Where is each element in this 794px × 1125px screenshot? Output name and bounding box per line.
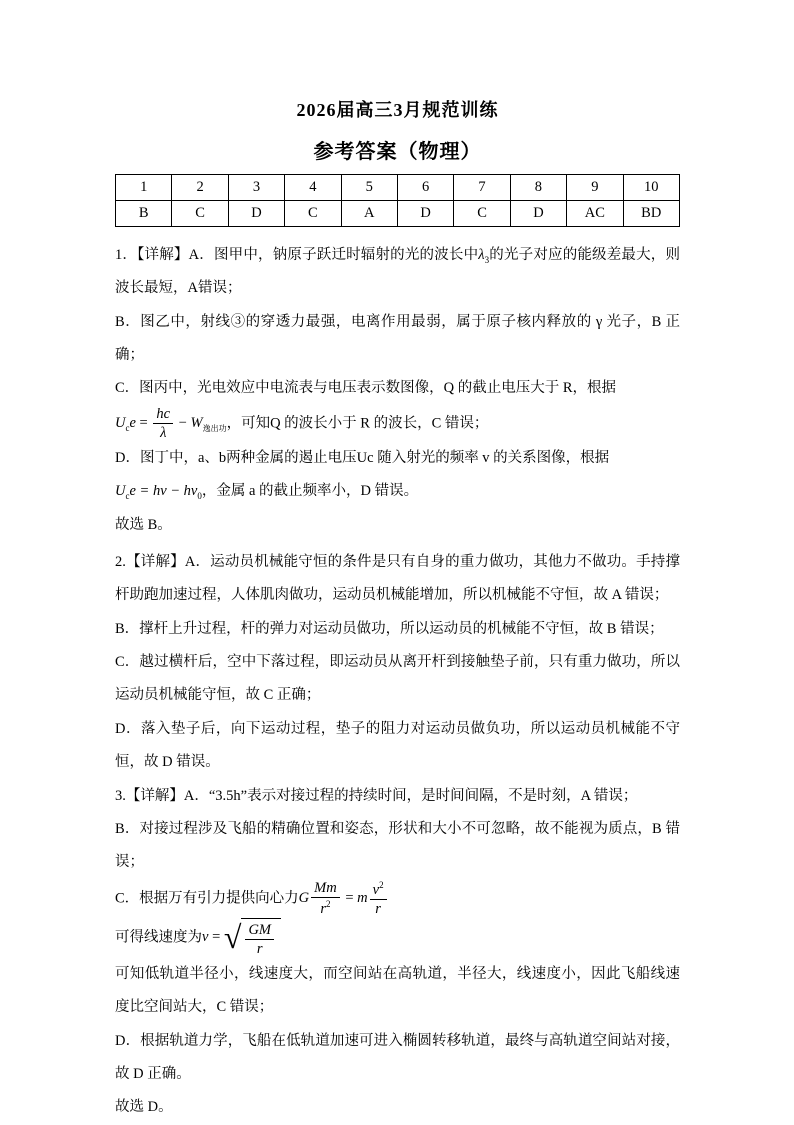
question-number-cell: 9 [567, 175, 623, 201]
answer-cell: C [285, 201, 341, 227]
work-function-subscript: 逸出功 [202, 424, 227, 434]
page-subtitle: 参考答案（物理） [313, 141, 482, 163]
q3-option-d: D．根据轨道力学，飞船在低轨道加速可进入椭圆转移轨道，最终与高轨道空间站对接，故 D 正确。 [115, 1032, 680, 1083]
radical-sign: √ [223, 919, 242, 956]
q2-option-c: C．越过横杆后，空中下落过程，即运动员从离开杆到接触垫子前，只有重力做功，所以运动员机械能守恒，故 C 正确； [115, 654, 680, 704]
q3-option-c-conclusion: 可知低轨道半径小，线速度大，而空间站在高轨道，半径大，线速度小，因此飞船线速度比空间站大，C 错误； [115, 966, 680, 1016]
q1-formula-line-2 [115, 475, 680, 508]
formula-var-G: G [298, 889, 310, 906]
question-number-cell: 8 [510, 175, 566, 201]
minus-sign: − [178, 415, 187, 432]
gravitation-equation [298, 879, 389, 918]
formula-var-e: e [129, 415, 136, 432]
photoelectric-equation [115, 405, 227, 442]
q1-a-text-pre: 1．【详解】A．图甲中，钠原子跃迁时辐射的光的波长中 [115, 247, 479, 263]
question-number-row [116, 175, 680, 201]
answer-cell: BD [623, 201, 679, 227]
formula-var-r: r [320, 901, 327, 918]
q1-c-text-post: ，可知Q 的波长小于 R 的波长，C 错误； [226, 415, 489, 432]
square-root [224, 918, 281, 958]
fraction-denominator [311, 898, 340, 918]
question-number-cell: 1 [116, 175, 172, 201]
q2-option-a: 2.【详解】A．运动员机械能守恒的条件是只有自身的重力做功，其他力不做功。手持撑杆助跑加速过程，人体肌肉做功，运动员机械能增加，所以机械能不守恒，故 A 错误； [115, 554, 680, 604]
exponent-2: 2 [379, 879, 384, 890]
question-number-cell: 6 [397, 175, 453, 201]
formula-var-U: U [115, 483, 126, 500]
q3-c-intro: C．根据万有引力提供向心力 [115, 889, 299, 906]
formula-sub-c: c [125, 423, 130, 434]
answer-row [116, 201, 680, 227]
fraction-GM-over-r [245, 922, 274, 958]
formula-var-m: m [357, 889, 368, 906]
q1-option-d-intro: D．图丁中，a、b两种金属的遏止电压Uc 随入射光的频率 v 的关系图像，根据 [115, 450, 610, 467]
fraction-denominator: λ [160, 425, 167, 442]
answer-cell: C [172, 201, 228, 227]
q1-option-b: B．图乙中，射线③的穿透力最强，电离作用最弱，属于原子核内释放的 γ 光子，B 正确； [115, 313, 680, 364]
equals-sign: = [345, 889, 354, 906]
formula-mid: e = hv − hv [129, 483, 198, 500]
q3-velocity-formula [115, 918, 680, 958]
q1-d-text-post: ，金属 a 的截止频率小，D 错误。 [201, 483, 419, 500]
linear-velocity-equation [202, 919, 281, 958]
formula-var-U: U [115, 415, 126, 432]
fraction-numerator: Mm [311, 880, 340, 899]
question-number-cell: 2 [172, 175, 228, 201]
q1-option-c-intro: C．图丙中，光电效应中电流表与电压表示数图像，Q 的截止电压大于 R，根据 [115, 380, 617, 397]
answer-cell: D [510, 201, 566, 227]
fraction-numerator [370, 880, 387, 901]
q1-option-a [115, 239, 680, 306]
formula-var-W: W [190, 415, 203, 432]
question-number-cell: 4 [285, 175, 341, 201]
q3-v-intro: 可得线速度为 [115, 929, 202, 946]
answer-cell: AC [567, 201, 623, 227]
answer-cell: A [341, 201, 397, 227]
fraction-hc-over-lambda [153, 406, 173, 442]
answer-cell: D [397, 201, 453, 227]
formula-var-v: v [372, 881, 380, 898]
equals-sign: = [139, 415, 148, 432]
answer-key-table [115, 174, 680, 227]
page-title: 2026届高三3月规范训练 [296, 100, 499, 120]
q3-final-answer: 故选 D。 [115, 1099, 173, 1116]
q1-final-answer: 故选 B。 [115, 516, 172, 533]
q3-option-a: 3.【详解】A．“3.5h”表示对接过程的持续时间，是时间间隔，不是时刻，A 错误； [115, 787, 638, 804]
formula-sub-c: c [125, 491, 130, 502]
question-number-cell: 10 [623, 175, 679, 201]
formula-var-v: v [202, 929, 209, 946]
fraction-numerator: hc [153, 406, 173, 425]
q2-option-b: B．撑杆上升过程，杆的弹力对运动员做功，所以运动员的机械能不守恒，故 B 错误； [115, 620, 664, 637]
fraction-numerator: GM [245, 922, 274, 941]
answer-cell: D [228, 201, 284, 227]
lambda-subscript: 3 [484, 254, 490, 265]
stopping-voltage-equation [115, 483, 202, 502]
fraction-v2-over-r [370, 880, 387, 918]
equals-sign: = [212, 929, 221, 946]
fraction-denominator: r [375, 901, 381, 918]
radicand [241, 918, 281, 958]
exponent-2: 2 [326, 899, 331, 910]
question-number-cell: 3 [228, 175, 284, 201]
question-number-cell: 7 [454, 175, 510, 201]
q1-formula-line [115, 406, 680, 442]
formula-sub-0: 0 [197, 491, 202, 502]
lambda-variable: λ [478, 247, 485, 263]
answer-cell: C [454, 201, 510, 227]
question-number-cell: 5 [341, 175, 397, 201]
q1-a-text-post: 的光子对应的能级差最大，则波长最短，A错误； [115, 247, 680, 297]
q2-option-d: D．落入垫子后，向下运动过程，垫子的阻力对运动员做负功，所以运动员机械能不守恒，故 D 错误。 [115, 720, 680, 771]
q3-option-c-formula [115, 880, 680, 918]
fraction-Mm-over-r2 [311, 880, 340, 918]
fraction-denominator: r [256, 941, 263, 958]
answer-cell: B [116, 201, 172, 227]
q3-option-b: B．对接过程涉及飞船的精确位置和姿态，形状和大小不可忽略，故不能视为质点，B 错误； [115, 820, 680, 871]
